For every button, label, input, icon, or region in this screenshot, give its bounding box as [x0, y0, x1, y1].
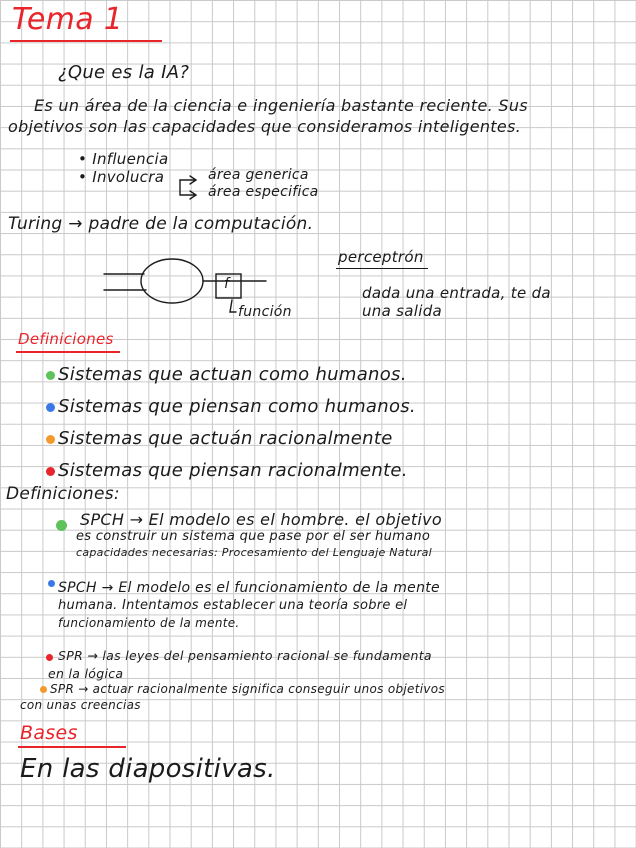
perceptron-box-label: f: [224, 276, 230, 292]
definiciones-2-heading: Definiciones:: [6, 484, 120, 504]
question: ¿Que es la IA?: [58, 62, 190, 83]
definition-text: Sistemas que actuán racionalmente: [58, 428, 393, 449]
definition-item: [46, 396, 416, 417]
bullet-influencia: • Influencia: [78, 150, 169, 168]
blue-dot-icon: [48, 580, 55, 587]
detail-line: SPCH → El modelo es el hombre. el objetivo: [80, 510, 443, 529]
definiciones-underline: [16, 351, 120, 353]
detail-line: funcionamiento de la mente.: [58, 616, 240, 630]
detail-line: en la lógica: [48, 666, 124, 681]
definition-item: [46, 364, 407, 385]
perceptron-label: perceptrón: [338, 248, 424, 266]
detail-line: con unas creencias: [20, 698, 141, 712]
detail-line: capacidades necesarias: Procesamiento del Lenguaje Natural: [76, 546, 432, 559]
area-generica: área generica: [208, 167, 309, 183]
detail-line: SPR → actuar racionalmente significa conseguir unos objetivos: [50, 682, 445, 696]
detail-line: humana. Intentamos establecer una teoría sobre el: [58, 598, 408, 613]
turing-line: Turing → padre de la computación.: [8, 214, 314, 234]
perceptron-desc-2: una salida: [362, 302, 443, 320]
definition-text: Sistemas que piensan racionalmente.: [58, 460, 408, 481]
intro-line-1: Es un área de la ciencia e ingeniería bastante reciente. Sus: [34, 96, 528, 115]
definition-text: Sistemas que piensan como humanos.: [58, 396, 416, 417]
page-title: Tema 1: [12, 2, 124, 37]
red-dot-icon: [46, 467, 55, 476]
area-especifica: área especifica: [208, 184, 319, 200]
red-dot-icon: [46, 654, 53, 661]
intro-line-2: objetivos son las capacidades que consideramos inteligentes.: [8, 117, 522, 136]
blue-dot-icon: [46, 403, 55, 412]
orange-dot-icon: [46, 435, 55, 444]
green-dot-icon: [56, 520, 67, 531]
detail-line: es construir un sistema que pase por el ser humano: [76, 529, 431, 544]
definition-item: [46, 460, 408, 481]
bases-heading: Bases: [20, 722, 78, 744]
bases-underline: [18, 746, 126, 748]
detail-line: SPR → las leyes del pensamiento racional se fundamenta: [58, 648, 432, 663]
definition-item: [46, 428, 393, 449]
funcion-label: función: [238, 304, 292, 320]
perceptron-underline: [336, 268, 428, 269]
detail-line: SPCH → El modelo es el funcionamiento de la mente: [58, 580, 440, 596]
green-dot-icon: [46, 371, 55, 380]
definiciones-heading: Definiciones: [18, 330, 114, 348]
perceptron-desc-1: dada una entrada, te da: [362, 284, 551, 302]
orange-dot-icon: [40, 686, 47, 693]
bases-text: En las diapositivas.: [20, 754, 276, 784]
definition-text: Sistemas que actuan como humanos.: [58, 364, 407, 385]
bullet-involucra: • Involucra: [78, 168, 165, 186]
